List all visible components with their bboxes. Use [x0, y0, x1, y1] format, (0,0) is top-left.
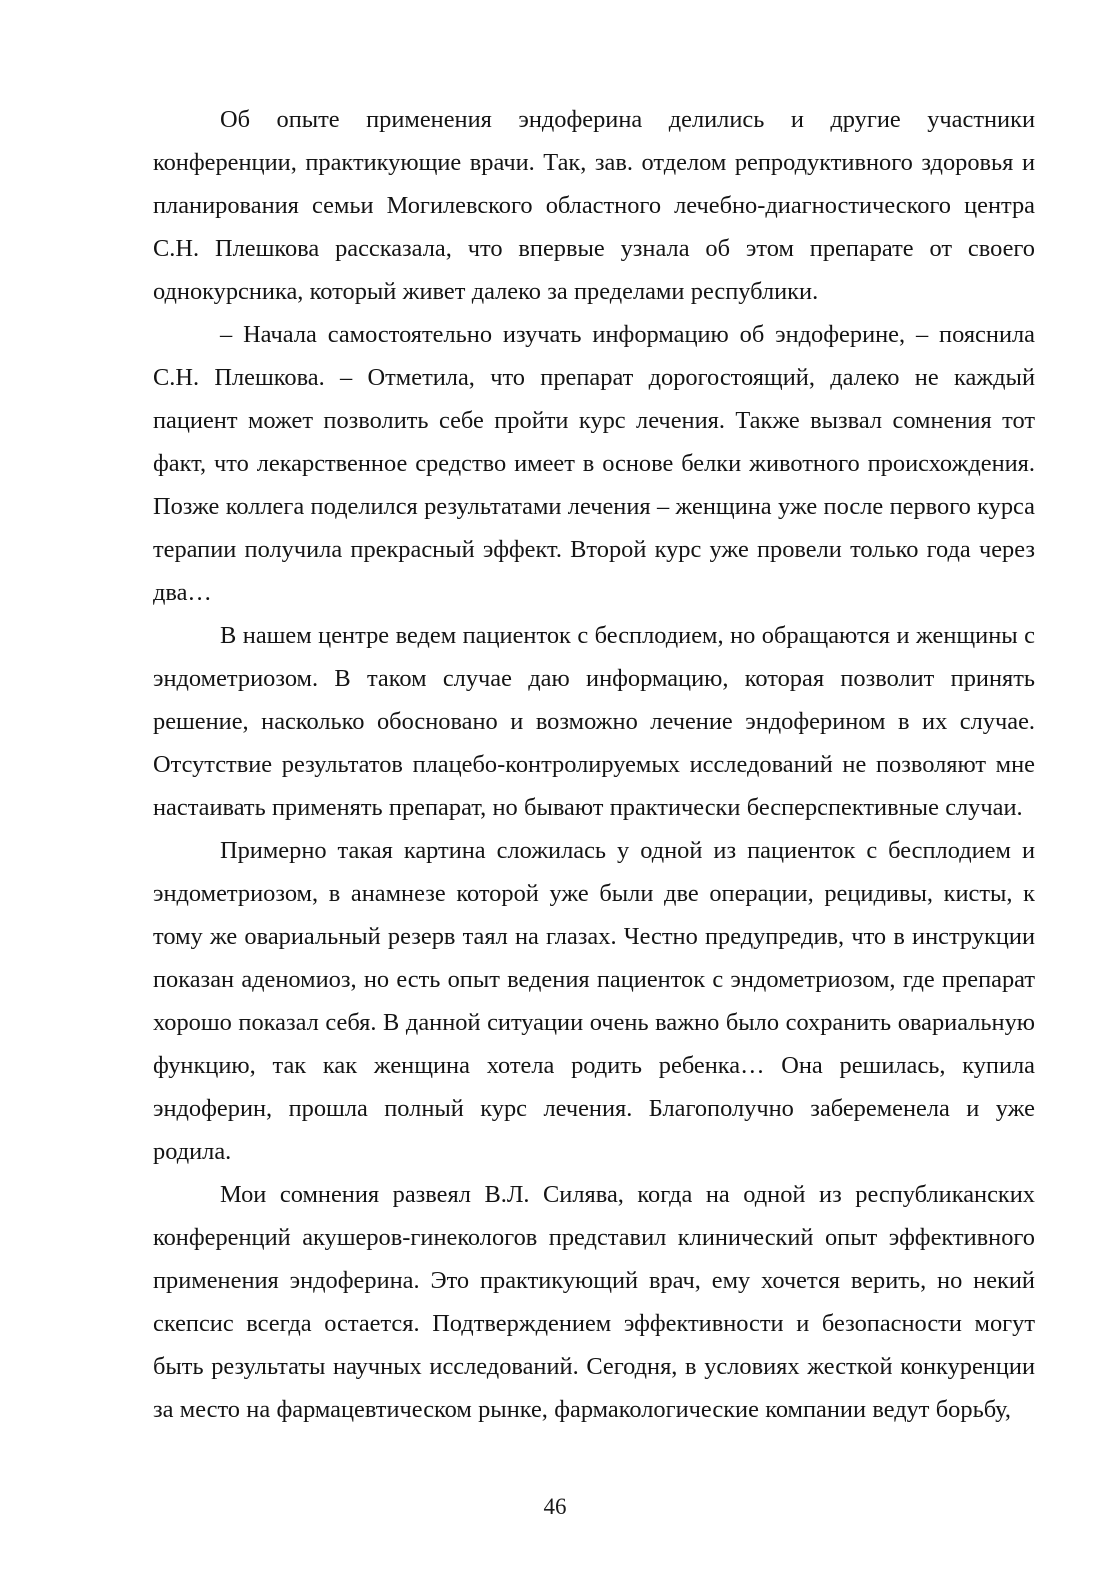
page-text-body	[153, 98, 1035, 1431]
paragraph-3: В нашем центре ведем пациенток с бесплодием, но обращаются и женщины с эндометриозом. В таком случае даю информацию, которая позволит принять решение, насколько обосновано и возможно лечение эндоферином в их случае. Отсутствие результатов плацебо-контролируемых исследований не позволяют мне настаивать применять препарат, но бывают практически бесперспективные случаи.	[153, 622, 1035, 821]
page-number: 46	[543, 1494, 567, 1519]
paragraph-1: Об опыте применения эндоферина делились и другие участники конференции, практикующие врачи. Так, зав. отделом репродуктивного здоровья и планирования семьи Могилевского областного лечебно-диагностического центра С.Н. Плешкова рассказала, что впервые узнала об этом препарате от своего однокурсника, который живет далеко за пределами республики.	[153, 106, 1035, 305]
paragraph-2: – Начала самостоятельно изучать информацию об эндоферине, – пояснила С.Н. Плешкова. – Отметила, что препарат дорогостоящий, далеко не каждый пациент может позволить себе пройти курс лечения. Также вызвал сомнения тот факт, что лекарственное средство имеет в основе белки животного происхождения. Позже коллега поделился результатами лечения – женщина уже после первого курса терапии получила прекрасный эффект. Второй курс уже провели только года через два…	[153, 321, 1035, 606]
paragraph-5: Мои сомнения развеял В.Л. Силява, когда на одной из республиканских конференций акушеров-гинекологов представил клинический опыт эффективного применения эндоферина. Это практикующий врач, ему хочется верить, но некий скепсис всегда остается. Подтверждением эффективности и безопасности могут быть результаты научных исследований. Сегодня, в условиях жесткой конкуренции за место на фармацевтическом рынке, фармакологические компании ведут борьбу,	[153, 1181, 1035, 1423]
paragraph-4: Примерно такая картина сложилась у одной из пациенток с бесплодием и эндометриозом, в анамнезе которой уже были две операции, рецидивы, кисты, к тому же овариальный резерв таял на глазах. Честно предупредив, что в инструкции показан аденомиоз, но есть опыт ведения пациенток с эндометриозом, где препарат хорошо показал себя. В данной ситуации очень важно было сохранить овариальную функцию, так как женщина хотела родить ребенка… Она решилась, купила эндоферин, прошла полный курс лечения. Благополучно забеременела и уже родила.	[153, 837, 1035, 1165]
